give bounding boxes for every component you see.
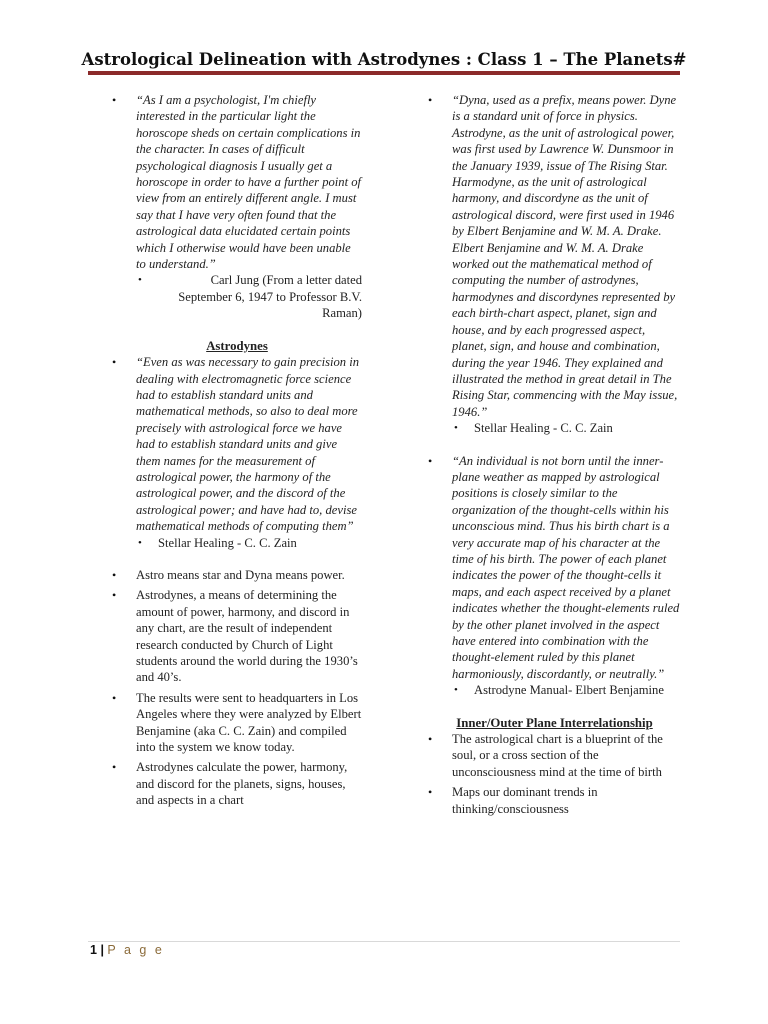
list-item	[112, 354, 362, 534]
list-item: • Maps our dominant trends in thinking/consciousness	[428, 784, 681, 817]
footer-divider	[88, 941, 680, 942]
zain-citation: • Stellar Healing - C. C. Zain	[112, 535, 362, 551]
page-number: 1	[90, 943, 97, 957]
page-footer	[90, 943, 164, 957]
list-item	[428, 453, 681, 683]
list-item	[112, 92, 362, 272]
individual-citation: • Astrodyne Manual- Elbert Benjamine	[428, 682, 681, 698]
jung-citation: • Carl Jung (From a letter dated September 6, 1947 to Professor B.V. Raman)	[112, 272, 362, 321]
list-item	[428, 92, 681, 420]
list-item: • The astrological chart is a blueprint of the soul, or a cross section of the unconsciousness mind at the time of birth	[428, 731, 681, 780]
inner-outer-heading: Inner/Outer Plane Interrelationship	[456, 715, 653, 730]
individual-quote: “An individual is not born until the inner-plane weather as mapped by astrological positions is closely similar to the organization of the thought-cells within his unconscious mind. Thus his birth chart is a very accurate map of his character at the time of his birth. The power of each planet indicates the power of the thought-cells it maps, and each aspect received by a planet indicates whether the thought-elements ruled by the other planet involved in the aspect have entered into combination with the thought-element ruled by this planet harmoniously, discordantly, or neutrally.”	[452, 453, 680, 681]
title-underline	[88, 71, 680, 75]
zain-quote: “Even as was necessary to gain precision in dealing with electromagnetic force science had to establish standard units and mathematical methods, so also to deal more precisely with astrological force we have had to establish standard units and give them names for the measurement of astrological power, the harmony of the astrological power, and the discord of the astrological power; and have had to, devise mathematical methods of computing them”	[136, 355, 360, 534]
dyna-citation: • Stellar Healing - C. C. Zain	[428, 420, 681, 436]
page-label: P a g e	[107, 943, 165, 957]
document-title: Astrological Delineation with Astrodynes : Class 1 – The Planets#	[81, 50, 687, 69]
dyna-quote: “Dyna, used as a prefix, means power. Dyne is a standard unit of force in physics. Astrodyne, as the unit of astrological power, was first used by Lawrence W. Dunsmoor in the January 1939, issue of The Rising Star. Harmodyne, as the unit of astrological harmony, and discordyne as the unit of astrological discord, were first used in 1946 by Elbert Benjamine and W. M. A. Drake. Elbert Benjamine and W. M. A. Drake worked out the mathematical method of computing the number of astrodynes, harmodynes and discordynes represented by each birth-chart aspect, planet, sign and house, and by each progressed aspect, planet, sign, and house and combination, during the year 1946. They explained and illustrated the method in great detail in The Rising Star, commencing with the May issue, 1946.”	[452, 93, 678, 419]
footer-separator: |	[100, 943, 104, 957]
list-item: • Astrodynes calculate the power, harmony, and discord for the planets, signs, houses, and aspects in a chart	[112, 759, 362, 808]
jung-quote: “As I am a psychologist, I'm chiefly interested in the particular light the horoscope sheds on certain complications in the character. In cases of difficult psychological diagnosis I usually get a horoscope in order to have a further point of view from an entirely different angle. I must say that I have very often found that the astrological data elucidated certain points which I otherwise would have been unable to understand.”	[136, 93, 362, 272]
left-column	[112, 92, 362, 813]
astrodynes-heading: Astrodynes	[206, 338, 268, 353]
right-column	[428, 92, 681, 821]
list-item: • The results were sent to headquarters in Los Angeles where they were analyzed by Elbert Benjamine (aka C. C. Zain) and compiled into the system we know today.	[112, 690, 362, 756]
list-item: • Astrodynes, a means of determining the amount of power, harmony, and discord in any chart, are the result of independent research conducted by Church of Light students around the world during the 1930’s and 40’s.	[112, 587, 362, 685]
list-item: • Astro means star and Dyna means power.	[112, 567, 362, 583]
